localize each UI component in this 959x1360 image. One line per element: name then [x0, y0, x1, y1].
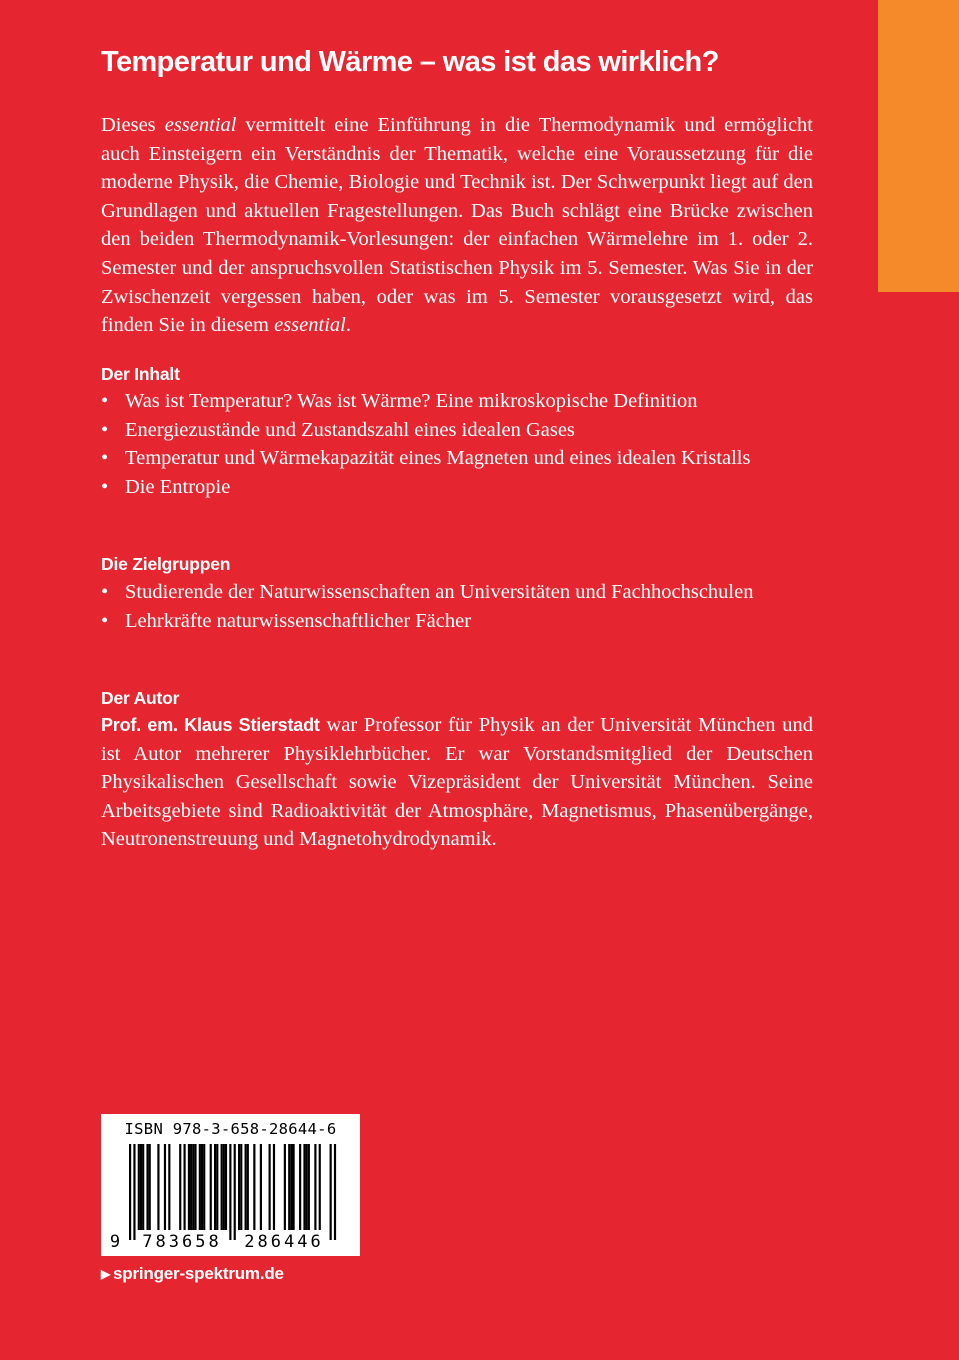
barcode-bar [199, 1144, 201, 1230]
intro-text: . [345, 314, 351, 337]
barcode-bar [188, 1144, 190, 1230]
contents-list [101, 387, 813, 501]
barcode-bar [225, 1144, 227, 1230]
barcode-bar [210, 1144, 212, 1230]
bullet-icon: • [101, 390, 109, 412]
barcode-bar [299, 1144, 301, 1230]
barcode-bar [214, 1144, 216, 1230]
barcode-bar [253, 1144, 255, 1230]
barcode-bar [221, 1144, 223, 1230]
barcode-bar [330, 1144, 332, 1240]
barcode-bar [238, 1144, 240, 1230]
intro-paragraph [101, 111, 813, 340]
barcode-bar [203, 1144, 205, 1230]
barcode-digits-right: 286446 [244, 1232, 324, 1252]
bullet-icon: • [101, 447, 109, 470]
barcode-graphic [101, 1114, 360, 1256]
barcode-bar [234, 1144, 236, 1240]
bullet-icon: • [101, 581, 109, 603]
barcode-bar [138, 1144, 140, 1230]
orange-accent-tab [878, 0, 959, 292]
list-item [101, 607, 813, 636]
list-item-text: Temperatur und Wärmekapazität eines Magneten und eines idealen Kristalls [125, 447, 751, 470]
author-heading: Der Autor [101, 688, 180, 708]
isbn-label: ISBN 978-3-658-28644-6 [124, 1120, 337, 1138]
barcode-bar [223, 1144, 225, 1230]
bullet-icon: • [101, 418, 109, 441]
contents-heading: Der Inhalt [101, 364, 180, 384]
author-bio-text: war Professor für Physik an der Universität München und ist Autor mehrerer Physiklehrbücher. Er war Vorstandsmitglied der Deutschen Physikalischen Gesellschaft sowie Vizepräsident der Universität München. Seine Arbeitsgebiete sind Radioaktivität der Atmosphäre, Magnetismus, Phasenübergänge, Neutronenstreuung und Magnetohydrodynamik. [101, 714, 814, 851]
barcode-bar [201, 1144, 203, 1230]
list-item-text: Energiezustände und Zustandszahl eines idealen Gases [125, 418, 575, 441]
barcode-bar [269, 1144, 271, 1230]
barcode-bar [142, 1144, 144, 1230]
intro-italic-term: essential [164, 114, 237, 136]
list-item [101, 416, 813, 445]
audience-heading: Die Zielgruppen [101, 554, 231, 574]
barcode-bar [240, 1144, 242, 1230]
author-name: Prof. em. Klaus Stierstadt [101, 715, 320, 735]
list-item-text: Was ist Temperatur? Was ist Wärme? Eine mikroskopische Definition [125, 390, 698, 412]
barcode-bar [319, 1144, 321, 1230]
bullet-icon: • [101, 609, 109, 632]
barcode-digits-left: 783658 [142, 1232, 222, 1252]
intro-text: vermittelt eine Einführung in die Thermodynamik und ermöglicht auch Einsteigern ein Verständnis der Thematik, welche eine Voraussetzung für die moderne Physik, die Chemie, Biologie und Technik ist. Der Schwerpunkt liegt auf den Grundlagen und aktuellen Fragestellungen. Das Buch schlägt eine Brücke zwischen den beiden Thermodynamik-Vorlesungen: der einfachen Wärmelehre im 1. oder 2. Semester und der anspruchsvollen Statistischen Physik im 5. Semester. Was Sie in der Zwischenzeit vergessen haben, oder was im 5. Semester vorausgesetzt wird, das finden Sie in diesem [101, 114, 813, 337]
barcode-bar [290, 1144, 292, 1230]
barcode-bar [192, 1144, 194, 1230]
barcode-bar [179, 1144, 181, 1230]
barcode-bar [260, 1144, 262, 1230]
intro-italic-term: essential [274, 314, 346, 337]
website-text: springer-spektrum.de [113, 1264, 284, 1283]
isbn-barcode [101, 1114, 360, 1256]
audience-list [101, 578, 813, 635]
barcode-bar [314, 1144, 316, 1230]
barcode-bar [245, 1144, 247, 1230]
barcode-bar [157, 1144, 159, 1230]
barcode-bar [288, 1144, 290, 1230]
barcode-bar [149, 1144, 151, 1230]
barcode-bar [168, 1144, 170, 1230]
bullet-icon: • [101, 475, 109, 498]
barcode-bar [184, 1144, 186, 1230]
intro-text: Dieses [101, 114, 165, 136]
barcode-bar [190, 1144, 192, 1230]
barcode-bar [146, 1144, 148, 1230]
barcode-bar [216, 1144, 218, 1230]
barcode-bar [194, 1144, 196, 1230]
barcode-bar [303, 1144, 305, 1230]
barcode-bar [247, 1144, 249, 1230]
list-item [101, 444, 813, 473]
barcode-bar [284, 1144, 286, 1230]
barcode-bar [164, 1144, 166, 1230]
list-item [101, 387, 813, 416]
headline: Temperatur und Wärme – was ist das wirklich? [101, 46, 719, 78]
barcode-bar [306, 1144, 308, 1230]
barcode-bar [140, 1144, 142, 1230]
barcode-bars [129, 1144, 336, 1240]
list-item-text: Studierende der Naturwissenschaften an Universitäten und Fachhochschulen [125, 581, 754, 603]
barcode-bar [293, 1144, 295, 1230]
list-item-text: Lehrkräfte naturwissenschaftlicher Fächer [125, 609, 472, 632]
publisher-website[interactable] [101, 1264, 284, 1284]
barcode-bar [133, 1144, 135, 1240]
triangle-arrow-icon: ▶ [101, 1267, 111, 1281]
author-bio [101, 711, 813, 854]
barcode-bar [334, 1144, 336, 1240]
list-item [101, 578, 813, 607]
list-item-text: Die Entropie [125, 475, 231, 498]
barcode-bar [129, 1144, 131, 1240]
barcode-bar [229, 1144, 231, 1240]
barcode-bar [273, 1144, 275, 1230]
barcode-digit-first: 9 [109, 1232, 121, 1252]
list-item [101, 473, 813, 502]
barcode-bar [308, 1144, 310, 1230]
